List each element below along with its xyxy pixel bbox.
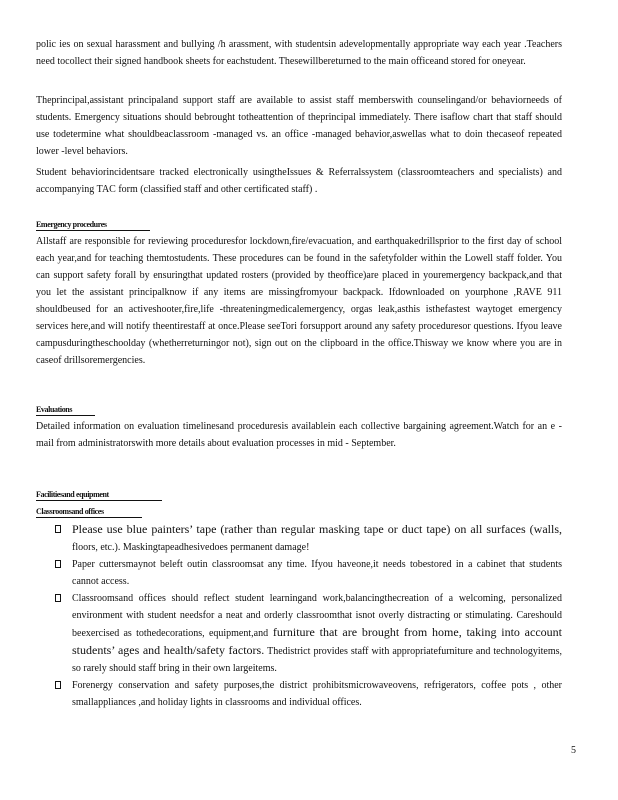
facilities-bullet-list: [52, 521, 562, 711]
intro-section: [36, 36, 562, 70]
bullet-text: Classroomsand offices should reflect student learningand work,balancingthecreation of a welcoming, personalized environment with student needsfor a neat and orderly classroomthat isnot overly distracting or stimulating. Careshould beexercised as tothedecorations, equipment,and: [72, 593, 562, 639]
list-item: [52, 677, 562, 711]
bullet-box-icon: [55, 525, 61, 533]
list-item: [52, 521, 562, 556]
list-item: [52, 556, 562, 590]
bullet-lead-text: Please use blue painters’ tape (rather than regular masking tape or duct tape) on all surfaces (walls,: [72, 522, 562, 536]
bullet-box-icon: [55, 681, 61, 689]
tracking-paragraph: Student behaviorincidentsare tracked electronically usingtheIssues & Referralssystem (classroomteachers and specialists) and accompanying TAC form (classified staff and other certificated staff) .: [36, 167, 562, 195]
classrooms-subheading: Classroomsand offices: [36, 506, 142, 518]
page-number: 5: [571, 745, 576, 756]
emergency-heading: Emergency procedures: [36, 219, 150, 231]
list-item: [52, 590, 562, 677]
evaluations-section: [36, 418, 562, 452]
support-section: [36, 92, 562, 160]
bullet-emphasis-text: furniture that are brought from home, taking into account students’ ages and health/safety factors.: [72, 625, 562, 657]
bullet-text-continued: Thedistrict provides staff with appropriatefurniture and technologyitems, so rarely should staff bring in their own largeitems.: [72, 646, 563, 674]
evaluations-heading: Evaluations: [36, 404, 95, 416]
bullet-text: Paper cuttersmaynot beleft outin classroomsat any time. Ifyou haveone,it needs tobestored in a cabinet that students cannot access.: [72, 559, 562, 587]
emergency-paragraph: Allstaff are responsible for reviewing proceduresfor lockdown,fire/evacuation, and earthquakedrillsprior to the first day of school each year,and for teaching themtostudents. These procedures can be found in the safetyfolder within the Lowell staff folder. You can support safety forall by ensuringthat updated rosters (provided by theoffice)are placed in youremergency backpack,and that you let the assistant principalknow if any items are missingfromyour backpack. Ifdownloaded on yourphone ,RAVE 911 shouldbeused for an activeshooter,fire,life -threateningmedicalemergency, orgas leak,asthis isthefastest waytoget emergency services here,and will notify theentirestaff at once.Please seeTori forsupport around any safety proceduresor questions. Ifyou leave campusduringtheschoolday (whetherreturningor not), sign out on the clipboard in the office.Thisway we know where you are in caseof drillsoremergencies.: [36, 236, 562, 366]
evaluations-paragraph: Detailed information on evaluation timelinesand proceduresis availablein each collective bargaining agreement.Watch for an e -mail from administratorswith more details about evaluation processes in mid - September.: [36, 421, 562, 449]
bullet-box-icon: [55, 560, 61, 568]
support-paragraph: Theprincipal,assistant principaland support staff are available to assist staff memberswith counselingand/or behaviorneeds of students. Emergency situations should bebrought totheattention of theprincipal immediately. There isaflow chart that staff should use todetermine what shouldbeaclassroom -managed vs. an office -managed behavior,aswellas what to doin thecaseof repeated lower -level behaviors.: [36, 95, 562, 157]
bullet-text: Forenergy conservation and safety purposes,the district prohibitsmicrowaveovens, refrigerators, coffee pots , other smallappliances ,and holiday lights in classrooms and individual offices.: [72, 680, 562, 708]
tracking-section: [36, 164, 562, 198]
facilities-heading: Facilitiesand equipment: [36, 489, 162, 501]
intro-paragraph-policies: polic ies on sexual harassment and bullying /h arassment, with studentsin adevelopmentally appropriate way each year .Teachers need tocollect their signed handbook sheets for eachstudent. Thesewillbereturned to the main officeand stored for oneyear.: [36, 39, 562, 67]
bullet-box-icon: [55, 594, 61, 602]
bullet-text: floors, etc.). Maskingtapeadhesivedoes permanent damage!: [72, 542, 310, 553]
emergency-section: [36, 233, 562, 369]
